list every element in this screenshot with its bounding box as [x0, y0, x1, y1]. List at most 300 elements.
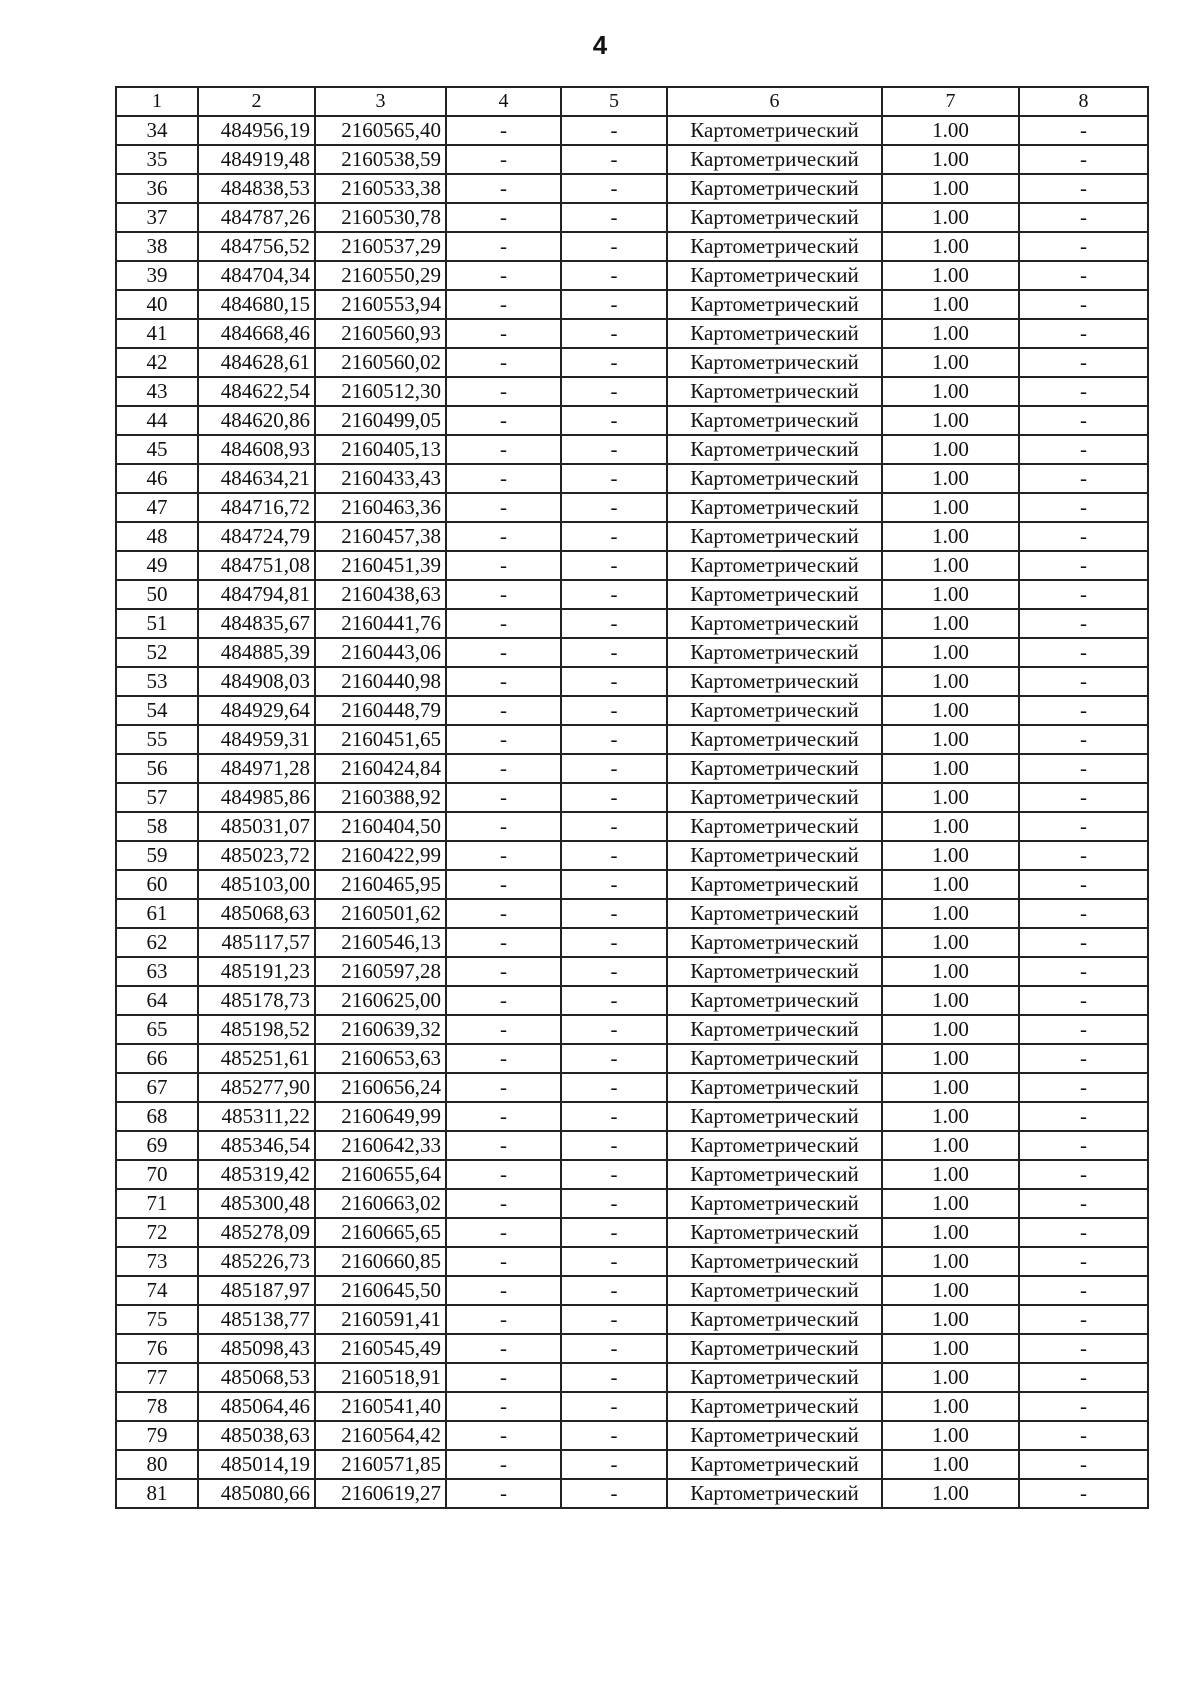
table-row — [116, 1479, 1148, 1508]
x-coordinate-cell: 484622,54 — [198, 377, 315, 406]
col8-cell: - — [1019, 957, 1148, 986]
accuracy-cell: 1.00 — [882, 812, 1019, 841]
y-coordinate-cell: 2160541,40 — [315, 1392, 446, 1421]
col8-cell: - — [1019, 986, 1148, 1015]
col5-cell: - — [561, 464, 667, 493]
table-row — [116, 870, 1148, 899]
col5-cell: - — [561, 1276, 667, 1305]
accuracy-cell: 1.00 — [882, 754, 1019, 783]
col4-cell: - — [446, 1450, 561, 1479]
accuracy-cell: 1.00 — [882, 290, 1019, 319]
point-number-cell: 61 — [116, 899, 198, 928]
y-coordinate-cell: 2160653,63 — [315, 1044, 446, 1073]
table-row — [116, 290, 1148, 319]
method-cell: Картометрический — [667, 377, 882, 406]
col5-cell: - — [561, 1305, 667, 1334]
point-number-cell: 58 — [116, 812, 198, 841]
point-number-cell: 81 — [116, 1479, 198, 1508]
point-number-cell: 76 — [116, 1334, 198, 1363]
col8-cell: - — [1019, 1131, 1148, 1160]
col5-cell: - — [561, 1247, 667, 1276]
accuracy-cell: 1.00 — [882, 1131, 1019, 1160]
col8-cell: - — [1019, 1073, 1148, 1102]
col8-cell: - — [1019, 464, 1148, 493]
point-number-cell: 34 — [116, 116, 198, 145]
table-row — [116, 435, 1148, 464]
point-number-cell: 65 — [116, 1015, 198, 1044]
col4-cell: - — [446, 174, 561, 203]
y-coordinate-cell: 2160625,00 — [315, 986, 446, 1015]
point-number-cell: 57 — [116, 783, 198, 812]
col4-cell: - — [446, 1044, 561, 1073]
table-row — [116, 841, 1148, 870]
table-row — [116, 377, 1148, 406]
method-cell: Картометрический — [667, 725, 882, 754]
col8-cell: - — [1019, 1102, 1148, 1131]
table-row — [116, 1421, 1148, 1450]
table-row — [116, 1334, 1148, 1363]
col5-cell: - — [561, 928, 667, 957]
accuracy-cell: 1.00 — [882, 1015, 1019, 1044]
col5-cell: - — [561, 1421, 667, 1450]
accuracy-cell: 1.00 — [882, 1421, 1019, 1450]
accuracy-cell: 1.00 — [882, 1479, 1019, 1508]
x-coordinate-cell: 485117,57 — [198, 928, 315, 957]
x-coordinate-cell: 484608,93 — [198, 435, 315, 464]
x-coordinate-cell: 485068,53 — [198, 1363, 315, 1392]
accuracy-cell: 1.00 — [882, 928, 1019, 957]
method-cell: Картометрический — [667, 1363, 882, 1392]
point-number-cell: 51 — [116, 609, 198, 638]
method-cell: Картометрический — [667, 551, 882, 580]
col5-cell: - — [561, 261, 667, 290]
point-number-cell: 66 — [116, 1044, 198, 1073]
table-row — [116, 348, 1148, 377]
point-number-cell: 80 — [116, 1450, 198, 1479]
col5-cell: - — [561, 1450, 667, 1479]
col5-cell: - — [561, 1479, 667, 1508]
y-coordinate-cell: 2160645,50 — [315, 1276, 446, 1305]
x-coordinate-cell: 484885,39 — [198, 638, 315, 667]
accuracy-cell: 1.00 — [882, 609, 1019, 638]
col8-cell: - — [1019, 261, 1148, 290]
y-coordinate-cell: 2160639,32 — [315, 1015, 446, 1044]
table-row — [116, 1247, 1148, 1276]
y-coordinate-cell: 2160530,78 — [315, 203, 446, 232]
col4-cell: - — [446, 1160, 561, 1189]
col8-cell: - — [1019, 928, 1148, 957]
x-coordinate-cell: 485038,63 — [198, 1421, 315, 1450]
method-cell: Картометрический — [667, 754, 882, 783]
x-coordinate-cell: 485031,07 — [198, 812, 315, 841]
col5-cell: - — [561, 1363, 667, 1392]
col4-cell: - — [446, 406, 561, 435]
point-number-cell: 70 — [116, 1160, 198, 1189]
column-header: 4 — [446, 87, 561, 116]
method-cell: Картометрический — [667, 986, 882, 1015]
col8-cell: - — [1019, 116, 1148, 145]
point-number-cell: 64 — [116, 986, 198, 1015]
table-row — [116, 638, 1148, 667]
col5-cell: - — [561, 145, 667, 174]
point-number-cell: 41 — [116, 319, 198, 348]
y-coordinate-cell: 2160560,93 — [315, 319, 446, 348]
col5-cell: - — [561, 899, 667, 928]
x-coordinate-cell: 484756,52 — [198, 232, 315, 261]
column-header: 2 — [198, 87, 315, 116]
point-number-cell: 44 — [116, 406, 198, 435]
method-cell: Картометрический — [667, 899, 882, 928]
col8-cell: - — [1019, 1363, 1148, 1392]
col8-cell: - — [1019, 551, 1148, 580]
col5-cell: - — [561, 696, 667, 725]
y-coordinate-cell: 2160448,79 — [315, 696, 446, 725]
col8-cell: - — [1019, 145, 1148, 174]
col4-cell: - — [446, 319, 561, 348]
col8-cell: - — [1019, 290, 1148, 319]
accuracy-cell: 1.00 — [882, 1044, 1019, 1073]
col4-cell: - — [446, 348, 561, 377]
col4-cell: - — [446, 522, 561, 551]
method-cell: Картометрический — [667, 638, 882, 667]
method-cell: Картометрический — [667, 1421, 882, 1450]
column-header: 8 — [1019, 87, 1148, 116]
accuracy-cell: 1.00 — [882, 203, 1019, 232]
table-row — [116, 725, 1148, 754]
y-coordinate-cell: 2160405,13 — [315, 435, 446, 464]
col5-cell: - — [561, 957, 667, 986]
method-cell: Картометрический — [667, 1015, 882, 1044]
x-coordinate-cell: 484956,19 — [198, 116, 315, 145]
x-coordinate-cell: 484985,86 — [198, 783, 315, 812]
col4-cell: - — [446, 928, 561, 957]
col4-cell: - — [446, 290, 561, 319]
table-row — [116, 261, 1148, 290]
point-number-cell: 62 — [116, 928, 198, 957]
col8-cell: - — [1019, 1392, 1148, 1421]
table-row — [116, 522, 1148, 551]
method-cell: Картометрический — [667, 1102, 882, 1131]
accuracy-cell: 1.00 — [882, 725, 1019, 754]
table-row — [116, 493, 1148, 522]
y-coordinate-cell: 2160545,49 — [315, 1334, 446, 1363]
x-coordinate-cell: 485098,43 — [198, 1334, 315, 1363]
y-coordinate-cell: 2160560,02 — [315, 348, 446, 377]
col4-cell: - — [446, 754, 561, 783]
col8-cell: - — [1019, 493, 1148, 522]
column-header: 3 — [315, 87, 446, 116]
col4-cell: - — [446, 493, 561, 522]
x-coordinate-cell: 485014,19 — [198, 1450, 315, 1479]
x-coordinate-cell: 485251,61 — [198, 1044, 315, 1073]
column-header: 6 — [667, 87, 882, 116]
point-number-cell: 48 — [116, 522, 198, 551]
method-cell: Картометрический — [667, 464, 882, 493]
y-coordinate-cell: 2160538,59 — [315, 145, 446, 174]
col5-cell: - — [561, 1334, 667, 1363]
col5-cell: - — [561, 1392, 667, 1421]
y-coordinate-cell: 2160564,42 — [315, 1421, 446, 1450]
table-row — [116, 1160, 1148, 1189]
table-row — [116, 1189, 1148, 1218]
accuracy-cell: 1.00 — [882, 1363, 1019, 1392]
table-row — [116, 1450, 1148, 1479]
col5-cell: - — [561, 1073, 667, 1102]
point-number-cell: 55 — [116, 725, 198, 754]
table-row — [116, 232, 1148, 261]
col8-cell: - — [1019, 609, 1148, 638]
accuracy-cell: 1.00 — [882, 1276, 1019, 1305]
point-number-cell: 77 — [116, 1363, 198, 1392]
col4-cell: - — [446, 1015, 561, 1044]
col5-cell: - — [561, 348, 667, 377]
col5-cell: - — [561, 203, 667, 232]
col8-cell: - — [1019, 1160, 1148, 1189]
point-number-cell: 71 — [116, 1189, 198, 1218]
accuracy-cell: 1.00 — [882, 348, 1019, 377]
y-coordinate-cell: 2160512,30 — [315, 377, 446, 406]
method-cell: Картометрический — [667, 928, 882, 957]
col4-cell: - — [446, 1305, 561, 1334]
x-coordinate-cell: 484835,67 — [198, 609, 315, 638]
col4-cell: - — [446, 667, 561, 696]
accuracy-cell: 1.00 — [882, 464, 1019, 493]
accuracy-cell: 1.00 — [882, 986, 1019, 1015]
y-coordinate-cell: 2160565,40 — [315, 116, 446, 145]
col5-cell: - — [561, 1189, 667, 1218]
col8-cell: - — [1019, 870, 1148, 899]
col8-cell: - — [1019, 1044, 1148, 1073]
x-coordinate-cell: 484680,15 — [198, 290, 315, 319]
point-number-cell: 46 — [116, 464, 198, 493]
y-coordinate-cell: 2160440,98 — [315, 667, 446, 696]
col5-cell: - — [561, 174, 667, 203]
accuracy-cell: 1.00 — [882, 841, 1019, 870]
col8-cell: - — [1019, 1479, 1148, 1508]
x-coordinate-cell: 485023,72 — [198, 841, 315, 870]
col5-cell: - — [561, 783, 667, 812]
accuracy-cell: 1.00 — [882, 522, 1019, 551]
method-cell: Картометрический — [667, 696, 882, 725]
col4-cell: - — [446, 435, 561, 464]
coordinates-table — [115, 86, 1149, 1509]
col8-cell: - — [1019, 406, 1148, 435]
col4-cell: - — [446, 203, 561, 232]
col4-cell: - — [446, 870, 561, 899]
table-row — [116, 1392, 1148, 1421]
accuracy-cell: 1.00 — [882, 783, 1019, 812]
point-number-cell: 60 — [116, 870, 198, 899]
table-row — [116, 1363, 1148, 1392]
point-number-cell: 47 — [116, 493, 198, 522]
accuracy-cell: 1.00 — [882, 435, 1019, 464]
col4-cell: - — [446, 1189, 561, 1218]
col4-cell: - — [446, 145, 561, 174]
accuracy-cell: 1.00 — [882, 145, 1019, 174]
point-number-cell: 50 — [116, 580, 198, 609]
table-header-row — [116, 87, 1148, 116]
point-number-cell: 78 — [116, 1392, 198, 1421]
method-cell: Картометрический — [667, 435, 882, 464]
col8-cell: - — [1019, 319, 1148, 348]
y-coordinate-cell: 2160433,43 — [315, 464, 446, 493]
col5-cell: - — [561, 580, 667, 609]
x-coordinate-cell: 484628,61 — [198, 348, 315, 377]
y-coordinate-cell: 2160499,05 — [315, 406, 446, 435]
col4-cell: - — [446, 1218, 561, 1247]
col8-cell: - — [1019, 522, 1148, 551]
col8-cell: - — [1019, 1421, 1148, 1450]
x-coordinate-cell: 485064,46 — [198, 1392, 315, 1421]
x-coordinate-cell: 484634,21 — [198, 464, 315, 493]
col8-cell: - — [1019, 232, 1148, 261]
col4-cell: - — [446, 116, 561, 145]
col8-cell: - — [1019, 1450, 1148, 1479]
col5-cell: - — [561, 1015, 667, 1044]
x-coordinate-cell: 484668,46 — [198, 319, 315, 348]
col5-cell: - — [561, 1131, 667, 1160]
point-number-cell: 42 — [116, 348, 198, 377]
accuracy-cell: 1.00 — [882, 261, 1019, 290]
col5-cell: - — [561, 986, 667, 1015]
col5-cell: - — [561, 493, 667, 522]
col8-cell: - — [1019, 696, 1148, 725]
x-coordinate-cell: 484929,64 — [198, 696, 315, 725]
method-cell: Картометрический — [667, 116, 882, 145]
accuracy-cell: 1.00 — [882, 1160, 1019, 1189]
y-coordinate-cell: 2160501,62 — [315, 899, 446, 928]
y-coordinate-cell: 2160518,91 — [315, 1363, 446, 1392]
table-row — [116, 754, 1148, 783]
method-cell: Картометрический — [667, 203, 882, 232]
col8-cell: - — [1019, 667, 1148, 696]
method-cell: Картометрический — [667, 580, 882, 609]
x-coordinate-cell: 485278,09 — [198, 1218, 315, 1247]
col5-cell: - — [561, 116, 667, 145]
point-number-cell: 36 — [116, 174, 198, 203]
col4-cell: - — [446, 377, 561, 406]
accuracy-cell: 1.00 — [882, 957, 1019, 986]
point-number-cell: 39 — [116, 261, 198, 290]
method-cell: Картометрический — [667, 667, 882, 696]
point-number-cell: 40 — [116, 290, 198, 319]
method-cell: Картометрический — [667, 406, 882, 435]
accuracy-cell: 1.00 — [882, 377, 1019, 406]
x-coordinate-cell: 484724,79 — [198, 522, 315, 551]
x-coordinate-cell: 484704,34 — [198, 261, 315, 290]
y-coordinate-cell: 2160656,24 — [315, 1073, 446, 1102]
point-number-cell: 68 — [116, 1102, 198, 1131]
point-number-cell: 74 — [116, 1276, 198, 1305]
col5-cell: - — [561, 754, 667, 783]
table-row — [116, 580, 1148, 609]
table-row — [116, 1073, 1148, 1102]
col5-cell: - — [561, 1102, 667, 1131]
method-cell: Картометрический — [667, 261, 882, 290]
accuracy-cell: 1.00 — [882, 319, 1019, 348]
col5-cell: - — [561, 551, 667, 580]
method-cell: Картометрический — [667, 870, 882, 899]
col5-cell: - — [561, 638, 667, 667]
accuracy-cell: 1.00 — [882, 899, 1019, 928]
point-number-cell: 56 — [116, 754, 198, 783]
method-cell: Картометрический — [667, 812, 882, 841]
y-coordinate-cell: 2160441,76 — [315, 609, 446, 638]
column-header: 1 — [116, 87, 198, 116]
col5-cell: - — [561, 812, 667, 841]
point-number-cell: 45 — [116, 435, 198, 464]
method-cell: Картометрический — [667, 1160, 882, 1189]
col4-cell: - — [446, 1247, 561, 1276]
method-cell: Картометрический — [667, 609, 882, 638]
y-coordinate-cell: 2160438,63 — [315, 580, 446, 609]
method-cell: Картометрический — [667, 1276, 882, 1305]
col5-cell: - — [561, 435, 667, 464]
point-number-cell: 49 — [116, 551, 198, 580]
y-coordinate-cell: 2160451,65 — [315, 725, 446, 754]
method-cell: Картометрический — [667, 319, 882, 348]
col4-cell: - — [446, 261, 561, 290]
accuracy-cell: 1.00 — [882, 1189, 1019, 1218]
col4-cell: - — [446, 957, 561, 986]
method-cell: Картометрический — [667, 145, 882, 174]
col5-cell: - — [561, 870, 667, 899]
x-coordinate-cell: 484794,81 — [198, 580, 315, 609]
col8-cell: - — [1019, 377, 1148, 406]
accuracy-cell: 1.00 — [882, 667, 1019, 696]
point-number-cell: 54 — [116, 696, 198, 725]
method-cell: Картометрический — [667, 1247, 882, 1276]
y-coordinate-cell: 2160422,99 — [315, 841, 446, 870]
col8-cell: - — [1019, 841, 1148, 870]
y-coordinate-cell: 2160424,84 — [315, 754, 446, 783]
col4-cell: - — [446, 1334, 561, 1363]
x-coordinate-cell: 484959,31 — [198, 725, 315, 754]
accuracy-cell: 1.00 — [882, 1305, 1019, 1334]
col4-cell: - — [446, 638, 561, 667]
x-coordinate-cell: 485068,63 — [198, 899, 315, 928]
method-cell: Картометрический — [667, 1044, 882, 1073]
col8-cell: - — [1019, 1276, 1148, 1305]
point-number-cell: 38 — [116, 232, 198, 261]
col8-cell: - — [1019, 348, 1148, 377]
col4-cell: - — [446, 1102, 561, 1131]
table-row — [116, 1276, 1148, 1305]
col4-cell: - — [446, 812, 561, 841]
point-number-cell: 72 — [116, 1218, 198, 1247]
accuracy-cell: 1.00 — [882, 1392, 1019, 1421]
accuracy-cell: 1.00 — [882, 406, 1019, 435]
method-cell: Картометрический — [667, 522, 882, 551]
point-number-cell: 53 — [116, 667, 198, 696]
y-coordinate-cell: 2160546,13 — [315, 928, 446, 957]
table-row — [116, 406, 1148, 435]
y-coordinate-cell: 2160553,94 — [315, 290, 446, 319]
y-coordinate-cell: 2160619,27 — [315, 1479, 446, 1508]
accuracy-cell: 1.00 — [882, 696, 1019, 725]
accuracy-cell: 1.00 — [882, 580, 1019, 609]
col4-cell: - — [446, 725, 561, 754]
col5-cell: - — [561, 841, 667, 870]
accuracy-cell: 1.00 — [882, 1102, 1019, 1131]
y-coordinate-cell: 2160665,65 — [315, 1218, 446, 1247]
y-coordinate-cell: 2160537,29 — [315, 232, 446, 261]
x-coordinate-cell: 485178,73 — [198, 986, 315, 1015]
accuracy-cell: 1.00 — [882, 493, 1019, 522]
x-coordinate-cell: 485319,42 — [198, 1160, 315, 1189]
col8-cell: - — [1019, 1334, 1148, 1363]
table-row — [116, 957, 1148, 986]
